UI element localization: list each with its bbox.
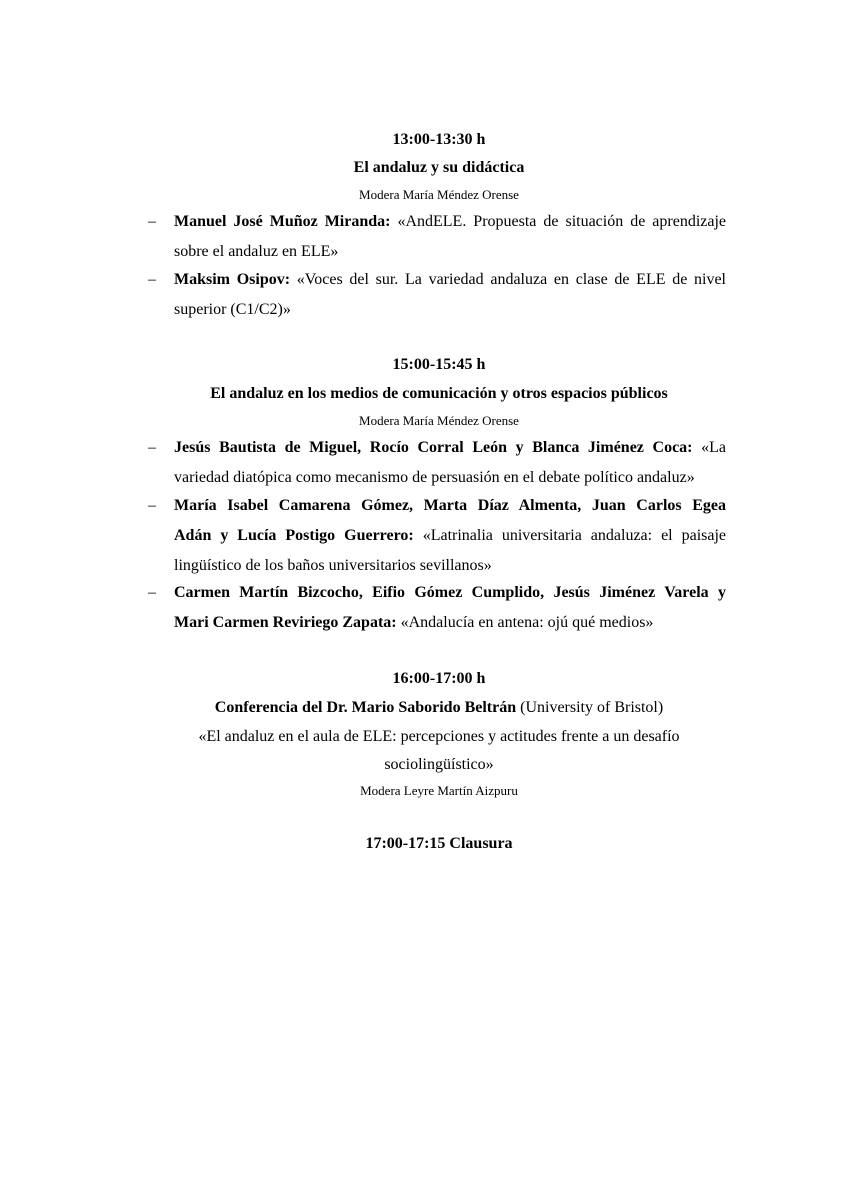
item-authors-line-1: Carmen Martín Bizcocho, Eifio Gómez Cumplido, Jesús Jiménez Varela y: [174, 584, 726, 601]
lecture-title: Conferencia del Dr. Mario Saborido Beltrán: [214, 699, 517, 716]
session-1-title: El andaluz y su didáctica: [353, 159, 525, 176]
lecture-talk-line-2: sociolingüístico»: [384, 756, 494, 773]
item-authors: Jesús Bautista de Miguel, Rocío Corral León y Blanca Jiménez Coca:: [174, 439, 693, 456]
item-title-continuation: variedad diatópica como mecanismo de persuasión en el debate político andaluz»: [174, 469, 695, 486]
item-title-continuation: lingüístico de los baños universitarios sevillanos»: [174, 557, 492, 574]
session-3-time: 16:00-17:00 h: [392, 670, 486, 687]
item-authors-line-2: Mari Carmen Reviriego Zapata:: [174, 614, 397, 631]
item-authors-line-1: María Isabel Camarena Gómez, Marta Díaz Almenta, Juan Carlos Egea: [174, 497, 726, 514]
item-title-part: «AndELE. Propuesta de situación de aprendizaje: [390, 213, 727, 230]
item-authors: Maksim Osipov:: [174, 271, 291, 288]
item-title-continuation: superior (C1/C2)»: [174, 301, 291, 318]
item-authors-line-2: Adán y Lucía Postigo Guerrero:: [174, 527, 414, 544]
bullet-dash: –: [148, 584, 156, 601]
item-title-part: «Voces del sur. La variedad andaluza en clase de ELE de nivel: [290, 271, 726, 288]
item-title-continuation: sobre el andaluz en ELE»: [174, 243, 339, 260]
bullet-dash: –: [148, 213, 156, 230]
lecture-affiliation: (University of Bristol): [516, 699, 664, 716]
bullet-dash: –: [148, 271, 156, 288]
bullet-dash: –: [148, 439, 156, 456]
session-2-title: El andaluz en los medios de comunicación y otros espacios públicos: [210, 385, 668, 402]
session-1-moderator: Modera María Méndez Orense: [359, 187, 519, 202]
session-1-time: 13:00-13:30 h: [392, 131, 486, 148]
lecture-heading: [124, 698, 754, 718]
item-title-part: «La: [692, 439, 727, 456]
closing: 17:00-17:15 Clausura: [365, 835, 513, 852]
bullet-dash: –: [148, 497, 156, 514]
item-authors: Manuel José Muñoz Miranda:: [174, 213, 391, 230]
lecture-talk-line-1: «El andaluz en el aula de ELE: percepciones y actitudes frente a un desafío: [198, 728, 680, 745]
item-title-part: «Andalucía en antena: ojú qué medios»: [396, 614, 654, 631]
session-3-moderator: Modera Leyre Martín Aizpuru: [360, 783, 518, 798]
session-2-time: 15:00-15:45 h: [392, 356, 486, 373]
session-2-moderator: Modera María Méndez Orense: [359, 413, 519, 428]
item-title-part: «Latrinalia universitaria andaluza: el paisaje: [413, 527, 727, 544]
